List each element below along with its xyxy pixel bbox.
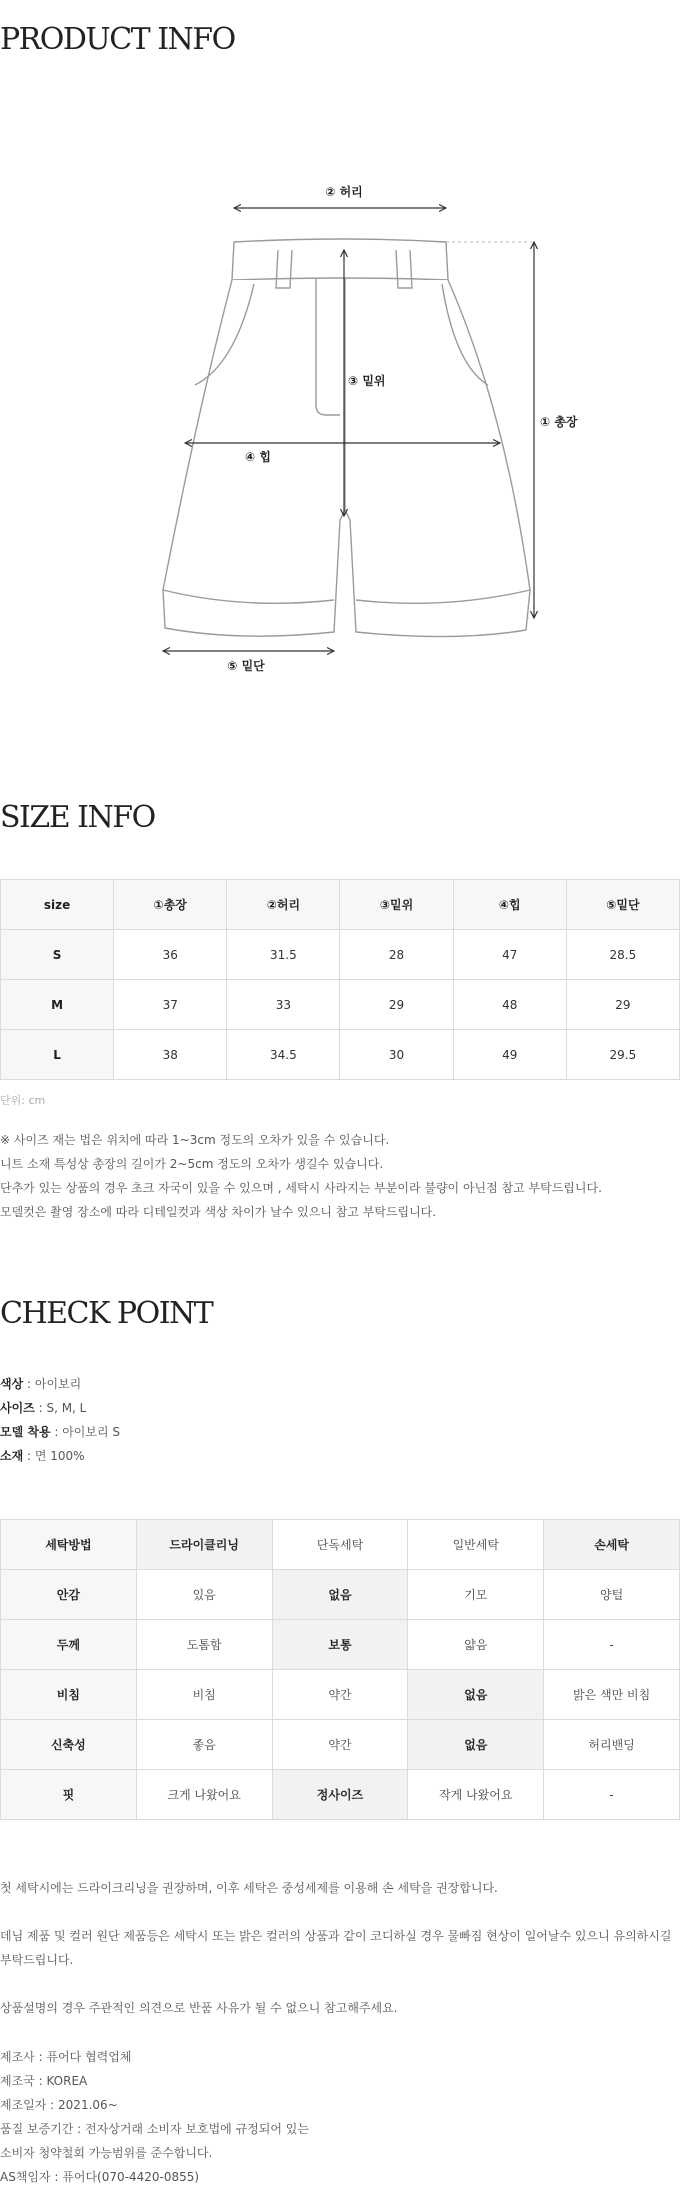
spec-label: 모델 착용	[0, 1425, 51, 1439]
option-cell: 없음	[408, 1670, 544, 1720]
note-line: 단추가 있는 상품의 경우 초크 자국이 있을 수 있으며 , 세탁시 사라지는 부분이라 불량이 아닌점 참고 부탁드립니다.	[0, 1181, 602, 1195]
product-info-title: PRODUCT INFO	[0, 22, 235, 57]
option-cell: 비침	[136, 1670, 272, 1720]
row-header: 두께	[1, 1620, 137, 1670]
rise-label: ③ 밑위	[348, 374, 386, 388]
size-cell: S	[1, 930, 114, 980]
maker-line: 제조사 : 퓨어다 협력업체	[0, 2050, 132, 2064]
option-cell: 손세탁	[544, 1520, 680, 1570]
spec-value: : 아이보리	[23, 1377, 82, 1391]
spec-size	[0, 1396, 120, 1420]
spec-value: : 아이보리 S	[50, 1425, 121, 1439]
length-header: ①총장	[114, 880, 227, 930]
table-row	[1, 980, 680, 1030]
table-cell: 47	[453, 930, 566, 980]
check-row-washing	[1, 1520, 680, 1570]
maker-line: AS책임자 : 퓨어다(070-4420-0855)	[0, 2170, 200, 2184]
product-specs	[0, 1372, 120, 1468]
table-cell: 49	[453, 1030, 566, 1080]
waist-header: ②허리	[227, 880, 340, 930]
table-cell: 33	[227, 980, 340, 1030]
rise-header: ③밑위	[340, 880, 453, 930]
hem-label: ⑤ 밑단	[227, 659, 265, 673]
size-info-title: SIZE INFO	[0, 800, 155, 835]
option-cell: 드라이클리닝	[136, 1520, 272, 1570]
option-cell: 정사이즈	[272, 1770, 408, 1820]
option-cell: 크게 나왔어요	[136, 1770, 272, 1820]
table-cell: 30	[340, 1030, 453, 1080]
table-cell: 38	[114, 1030, 227, 1080]
table-cell: 29.5	[566, 1030, 679, 1080]
option-cell: 얇음	[408, 1620, 544, 1670]
option-cell: 단독세탁	[272, 1520, 408, 1570]
option-cell: 밝은 색만 비침	[544, 1670, 680, 1720]
spec-label: 사이즈	[0, 1401, 35, 1415]
spec-material	[0, 1444, 120, 1468]
option-cell: 약간	[272, 1670, 408, 1720]
check-point-table	[0, 1519, 680, 1820]
maker-line: 품질 보증기간 : 전자상거래 소비자 보호법에 규정되어 있는	[0, 2122, 309, 2136]
table-cell: 28	[340, 930, 453, 980]
spec-model	[0, 1420, 120, 1444]
row-header: 비침	[1, 1670, 137, 1720]
option-cell: 도톰함	[136, 1620, 272, 1670]
hem-header: ⑤밑단	[566, 880, 679, 930]
spec-label: 소재	[0, 1449, 24, 1463]
table-row	[1, 930, 680, 980]
spec-value: : 면 100%	[23, 1449, 85, 1463]
maker-line: 소비자 청약철회 가능범위를 준수합니다.	[0, 2146, 213, 2160]
option-cell: 일반세탁	[408, 1520, 544, 1570]
row-header: 신축성	[1, 1720, 137, 1770]
hip-header: ④힙	[453, 880, 566, 930]
table-cell: 36	[114, 930, 227, 980]
spec-color	[0, 1372, 120, 1396]
table-cell: 34.5	[227, 1030, 340, 1080]
manufacturer-info	[0, 2045, 309, 2189]
table-cell: 29	[340, 980, 453, 1030]
check-row-lining	[1, 1570, 680, 1620]
check-point-title: CHECK POINT	[0, 1296, 213, 1331]
check-row-stretch	[1, 1720, 680, 1770]
table-cell: 29	[566, 980, 679, 1030]
note-line: 모델컷은 촬영 장소에 따라 디테일컷과 색상 차이가 날수 있으니 참고 부탁드립니다.	[0, 1205, 437, 1219]
check-row-sheerness	[1, 1670, 680, 1720]
shorts-illustration	[163, 239, 530, 637]
table-row	[1, 1030, 680, 1080]
description-notice: 상품설명의 경우 주관적인 의견으로 반품 사유가 될 수 없으니 참고해주세요.	[0, 2001, 398, 2015]
option-cell: 양털	[544, 1570, 680, 1620]
option-cell: 좋음	[136, 1720, 272, 1770]
option-cell: 보통	[272, 1620, 408, 1670]
table-cell: 28.5	[566, 930, 679, 980]
size-notes	[0, 1128, 602, 1224]
shorts-measurement-diagram	[0, 160, 680, 700]
check-row-fit	[1, 1770, 680, 1820]
table-cell: 48	[453, 980, 566, 1030]
maker-line: 제조일자 : 2021.06~	[0, 2098, 118, 2112]
denim-notice: 데님 제품 및 컬러 원단 제품등은 세탁시 또는 밝은 컬러의 상품과 같이 코디하실 경우 물빠짐 현상이 일어날수 있으니 유의하시길 부탁드립니다.	[0, 1929, 672, 1967]
option-cell: 허리밴딩	[544, 1720, 680, 1770]
option-cell: 있음	[136, 1570, 272, 1620]
unit-label: 단위: cm	[0, 1094, 46, 1107]
waist-label: ② 허리	[325, 185, 363, 199]
size-cell: M	[1, 980, 114, 1030]
maker-line: 제조국 : KOREA	[0, 2074, 88, 2088]
spec-label: 색상	[0, 1377, 24, 1391]
size-table-header-row	[1, 880, 680, 930]
spec-value: : S, M, L	[34, 1401, 87, 1415]
size-cell: L	[1, 1030, 114, 1080]
check-row-thickness	[1, 1620, 680, 1670]
row-header: 핏	[1, 1770, 137, 1820]
note-line: 니트 소재 특성상 총장의 길이가 2~5cm 정도의 오차가 생길수 있습니다.	[0, 1157, 384, 1171]
row-header: 세탁방법	[1, 1520, 137, 1570]
option-cell: -	[544, 1770, 680, 1820]
option-cell: 없음	[408, 1720, 544, 1770]
care-notice: 첫 세탁시에는 드라이크리닝을 권장하며, 이후 세탁은 중성세제를 이용해 손 세탁을 권장합니다.	[0, 1881, 498, 1895]
option-cell: 기모	[408, 1570, 544, 1620]
table-cell: 37	[114, 980, 227, 1030]
hip-label: ④ 힙	[245, 450, 271, 464]
size-table	[0, 879, 680, 1080]
row-header: 안감	[1, 1570, 137, 1620]
length-label: ① 총장	[540, 415, 578, 429]
table-cell: 31.5	[227, 930, 340, 980]
option-cell: 작게 나왔어요	[408, 1770, 544, 1820]
size-header: size	[1, 880, 114, 930]
option-cell: 없음	[272, 1570, 408, 1620]
option-cell: -	[544, 1620, 680, 1670]
note-line: ※ 사이즈 재는 법은 위치에 따라 1~3cm 정도의 오차가 있을 수 있습니다.	[0, 1133, 390, 1147]
option-cell: 약간	[272, 1720, 408, 1770]
